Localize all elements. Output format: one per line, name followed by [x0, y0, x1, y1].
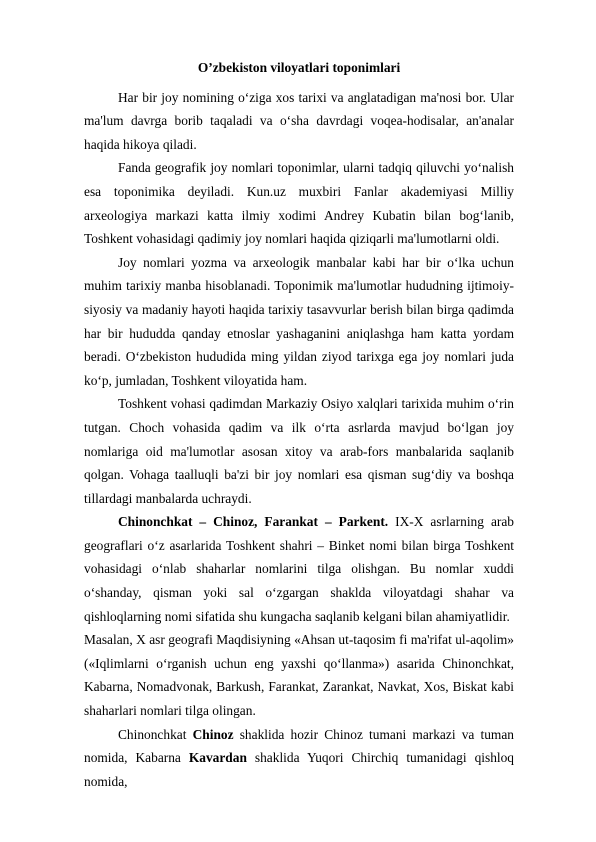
paragraph-2: Fanda geografik joy nomlari toponimlar, ularni tadqiq qiluvchi yoʻnalish esa toponimika deyiladi. Kun.uz muxbiri Fanlar akademiyasi Milliy arxeologiya markazi katta ilmiy xodimi Andrey Kubatin bilan bogʻlanib, Toshkent vohasidagi qadimiy joy nomlari haqida qiziqarli ma'lumotlarni oldi. — [84, 160, 514, 247]
paragraph-5-text: IX-X asrlarning arab geograflari oʻz asarlarida Toshkent shahri – Binket nomi bilan birga Toshkent vohasidagi oʻnlab shaharlar nomlarini tilga olishgan. Bu nomlar xuddi oʻshanday, qisman yoki sal oʻzgargan shaklda viloyatdagi shahar va qishloqlarning nomi sifatida shu kungacha saqlanib kelgani bilan ahamiyatlidir. — [84, 514, 514, 624]
document-page — [84, 56, 514, 793]
paragraph-7-text-c: shaklida hozir Chinoz tumani markazi va tuman nomida, Kabarna — [84, 726, 514, 766]
paragraph-4: Toshkent vohasi qadimdan Markaziy Osiyo xalqlari tarixida muhim oʻrin tutgan. Choch vohasida qadim va ilk oʻrta asrlarda mavjud boʻlgan joy nomlariga oid ma'lumotlar asosan xitoy va arab-fors manbalarida saqlanib qolgan. Vohaga taalluqli ba'zi bir joy nomlari esa qisman sugʻdiy va boshqa tillardagi manbalarda uchraydi. — [84, 396, 514, 506]
paragraph-1: Har bir joy nomining oʻziga xos tarixi va anglatadigan ma'nosi bor. Ular ma'lum davrga borib taqaladi va oʻsha davrdagi voqea-hodisalar, an'analar haqida hikoya qiladi. — [84, 89, 514, 152]
paragraph-3: Joy nomlari yozma va arxeologik manbalar kabi har bir oʻlka uchun muhim tarixiy manba hisoblanadi. Toponimik ma'lumotlar hududning ijtimoiy-siyosiy va madaniy hayoti haqida tarixiy tasavvurlar berish bilan birga qadimda har bir hududda qanday etnoslar yashaganini aniqlashga ham katta yordam beradi. Oʻzbekiston hududida ming yildan ziyod tarixga ega joy nomlari juda koʻp, jumladan, Toshkent viloyatida ham. — [84, 254, 514, 388]
paragraph-5 — [84, 510, 514, 628]
paragraph-7-text-a: Chinonchkat — [118, 726, 193, 742]
paragraph-7-bold-chinoz: Chinoz — [192, 726, 234, 742]
paragraph-6: Masalan, X asr geografi Maqdisiyning «Ahsan ut-taqosim fi ma'rifat ul-aqolim» («Iqlimlarni oʻrganish uchun eng yaxshi qoʻllanma») asarida Chinonchkat, Kabarna, Nomadvonak, Barkush, Farankat, Zarankat, Navkat, Xos, Biskat kabi shaharlari nomlari tilga olingan. — [84, 632, 514, 719]
paragraph-7-bold-kavardan: Kavardan — [188, 750, 247, 766]
document-title: O’zbekiston viloyatlari toponimlari — [197, 60, 401, 75]
paragraph-5-heading: Chinonchkat – Chinoz, Farankat – Parkent. — [118, 514, 389, 530]
paragraph-7-text-d: shaklida Yuqori Chirchiq tumanidagi qishloq nomida, — [84, 750, 514, 789]
paragraph-7 — [84, 723, 514, 794]
